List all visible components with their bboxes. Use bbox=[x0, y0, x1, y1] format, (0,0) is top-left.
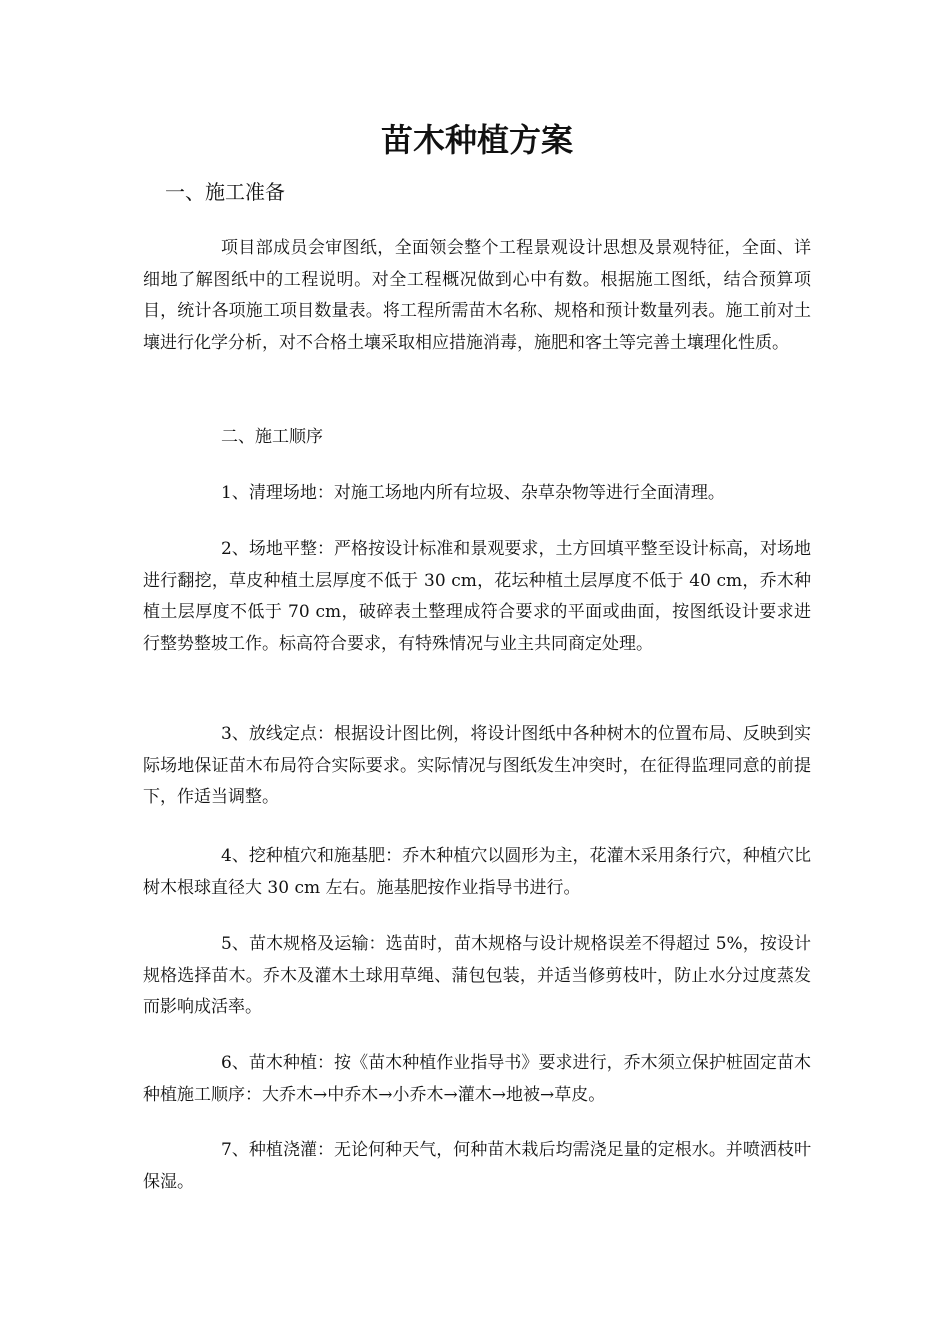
paragraph-step-4: 4、挖种植穴和施基肥：乔木种植穴以圆形为主，花灌木采用条行穴，种植穴比树木根球直径大 30 cm 左右。施基肥按作业指导书进行。 bbox=[143, 846, 811, 898]
paragraph-step-5: 5、苗木规格及运输：选苗时，苗木规格与设计规格误差不得超过 5%，按设计规格选择苗木。乔木及灌木土球用草绳、蒲包包装，并适当修剪枝叶，防止水分过度蒸发而影响成活率。 bbox=[143, 934, 811, 1017]
paragraph-step-2: 2、场地平整：严格按设计标准和景观要求，土方回填平整至设计标高，对场地进行翻挖，草皮种植土层厚度不低于 30 cm，花坛种植土层厚度不低于 40 cm，乔木种植土层厚度不低于 70 cm，破碎表土整理成符合要求的平面或曲面，按图纸设计要求进行整势整坡工作。标高符合要求，有特殊情况与业主共同商定处理。 bbox=[143, 539, 811, 654]
paragraph-step-3: 3、放线定点：根据设计图比例，将设计图纸中各种树木的位置布局、反映到实际场地保证苗木布局符合实际要求。实际情况与图纸发生冲突时，在征得监理同意的前提下，作适当调整。 bbox=[143, 724, 811, 807]
paragraph-step-1: 1、清理场地：对施工场地内所有垃圾、杂草杂物等进行全面清理。 bbox=[221, 483, 725, 503]
section-heading-order: 二、施工顺序 bbox=[221, 427, 323, 447]
section-heading-preparation: 一、施工准备 bbox=[165, 180, 285, 204]
page-title: 苗木种植方案 bbox=[380, 121, 573, 159]
paragraph-step-6: 6、苗木种植：按《苗木种植作业指导书》要求进行，乔木须立保护桩固定苗木种植施工顺序：大乔木→中乔木→小乔木→灌木→地被→草皮。 bbox=[143, 1053, 811, 1105]
paragraph-step-7: 7、种植浇灌：无论何种天气，何种苗木栽后均需浇足量的定根水。并喷洒枝叶保湿。 bbox=[143, 1140, 811, 1192]
paragraph-preparation: 项目部成员会审图纸，全面领会整个工程景观设计思想及景观特征，全面、详细地了解图纸中的工程说明。对全工程概况做到心中有数。根据施工图纸，结合预算项目，统计各项施工项目数量表。将工程所需苗木名称、规格和预计数量列表。施工前对土壤进行化学分析，对不合格土壤采取相应措施消毒，施肥和客土等完善土壤理化性质。 bbox=[143, 238, 811, 353]
